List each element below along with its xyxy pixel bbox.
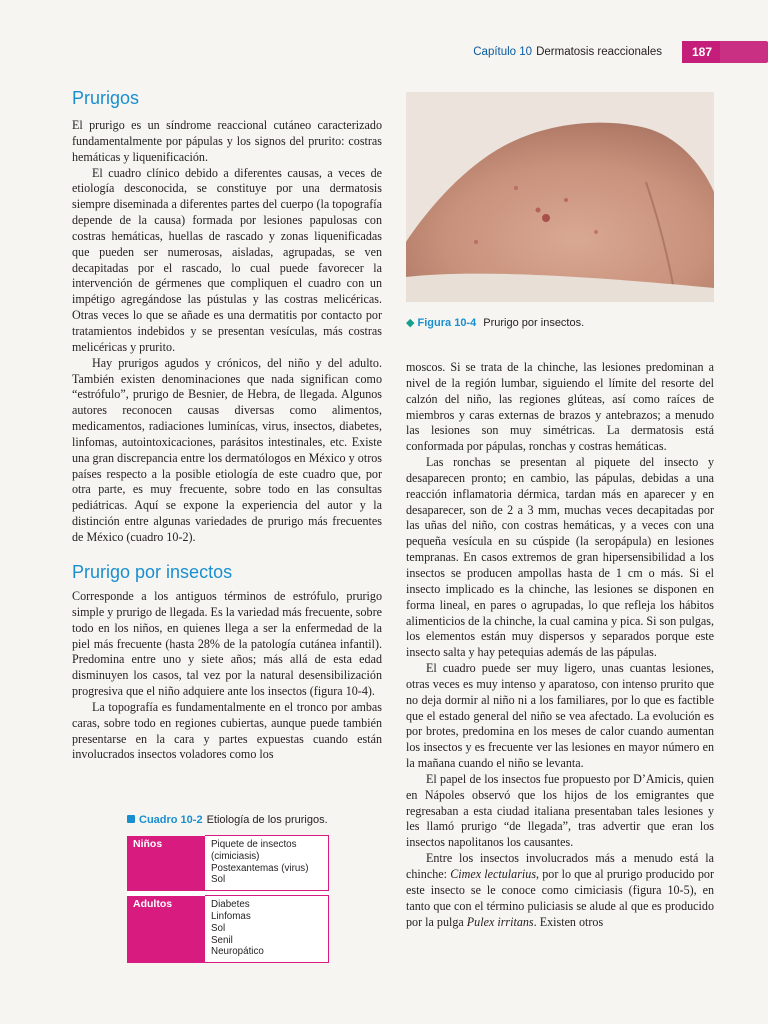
left-column-bottom bbox=[72, 589, 382, 763]
running-header bbox=[448, 40, 768, 64]
table-item: Senil bbox=[211, 934, 233, 946]
text-run: . Existen otros bbox=[533, 914, 604, 929]
chapter-title: Dermatosis reaccionales bbox=[536, 46, 662, 58]
table-item: (cimiciasis) bbox=[211, 850, 260, 862]
paragraph bbox=[406, 851, 714, 930]
table-item: Diabetes bbox=[211, 899, 250, 911]
text-run: , por lo que al prurigo producido por este insecto se le conoce como cimiciasis (figura 10-5), en tanto que con el término puliciasis se alude al que es producido por la pulga bbox=[406, 867, 714, 929]
table-row-items bbox=[205, 896, 329, 963]
text-run: Entre los insectos involucrados más a menudo está la chinche: bbox=[406, 851, 714, 881]
figure-label: Figura 10-4 bbox=[417, 317, 477, 329]
paragraph: El cuadro clínico debido a diferentes causas, a veces de etiología desconocida, se constituye por una dermatosis siempre diseminada a diferentes partes del cuerpo (la topografía depende de la causa) formada por lesiones papulosas con costras hemáticas, huellas de rascado y zonas liquenificadas que pueden ser numerosas, aisladas, agrupadas, se ven decapitadas por el rascado, lo cual puede favorecer la intervención de gérmenes que compliquen el cuadro con un impétigo agregándose las pústulas y las costras melicéricas. Otras veces lo que se añade es una dermatitis por contacto por tratamientos indebidos y se presentan vesículas, más costras melicéricas y prurito. bbox=[72, 165, 382, 354]
table-row bbox=[127, 836, 329, 891]
paragraph: Las ronchas se presentan al piquete del insecto y desaparecen pronto; en cambio, las pápulas, debidas a una reacción inflamatoria dérmica, tardan más en aparecer y en desaparecer, son de 2 a 3 mm, muchas veces decapitadas por las uñas del niño, con costras hemáticas, y a veces con una pequeña vesícula en su cúspide (la seropápula) en lesiones tempranas. En casos extremos de gran hipersensibilidad a los insectos se producen ampollas hasta de 1 cm o más. Si el insecto implicado es la chinche, las lesiones se disponen en forma lineal, en pares o agrupadas, lo que refleja los hábitos alimenticios de la chinche, la cual camina y pica. Si son pulgas, los elementos están muy dispersos y separados porque este insecto salta y hay petequias además de las pápulas. bbox=[406, 455, 714, 660]
table-title: Etiología de los prurigos. bbox=[206, 814, 328, 826]
section-title-prurigo-insectos: Prurigo por insectos bbox=[72, 562, 233, 582]
page-number-tab bbox=[682, 41, 768, 63]
table-item: Postexantemas (virus) bbox=[211, 862, 309, 874]
clinical-photo-illustration bbox=[406, 92, 714, 302]
paragraph: La topografía es fundamentalmente en el tronco por ambas caras, sobre todo en regiones cubiertas, aunque puede también presentarse en la cara y partes expuestas cuando están involucrados insectos voladores como los bbox=[72, 699, 382, 762]
etiology-table bbox=[127, 835, 329, 963]
table-item: Linfomas bbox=[211, 910, 251, 922]
species-name: Cimex lectularius bbox=[450, 867, 537, 881]
table-row-header: Niños bbox=[127, 836, 205, 891]
caption-marker-icon: ◆ bbox=[406, 317, 415, 329]
table-item: Sol bbox=[211, 874, 226, 886]
paragraph: moscos. Si se trata de la chinche, las lesiones predominan a nivel de la región lumbar, siguiendo el límite del resorte del calzón del niño, las regiones glúteas, así como raíces de miembros y caras externas de brazos y antebrazos; a menudo las lesiones son muy simétricas. La dermatosis está conformada por pápulas, ronchas y costras hemáticas. bbox=[406, 360, 714, 454]
table-item: Piquete de insectos bbox=[211, 839, 297, 850]
paragraph: Corresponde a los antiguos términos de estrófulo, prurigo simple y prurigo de llegada. Es la variedad más frecuente, sobre todo en los niños, en quienes llega a ser la enfermedad de la piel más frecuente (hasta 28% de la patología cutánea infantil). Predomina entre uno y siete años; más allá de esta edad disminuyen los casos, tal vez por la natural desensibilización progresiva que el niño adquiere ante los insectos (figura 10-4). bbox=[72, 589, 382, 699]
paragraph: El papel de los insectos fue propuesto por D’Amicis, quien en Nápoles observó que los hijos de los emigrantes que regresaban a esta ciudad italiana presentaban tales lesiones y les llamó prurigo “de llegada”, tras advertir que eran los insectos napolitanos los causantes. bbox=[406, 771, 714, 850]
section-title-prurigos: Prurigos bbox=[72, 88, 140, 108]
table-item: Neuropático bbox=[211, 946, 264, 958]
left-column-top bbox=[72, 118, 382, 546]
table-label: Cuadro 10-2 bbox=[139, 814, 203, 826]
figure-caption-text: Prurigo por insectos. bbox=[483, 317, 585, 329]
paragraph: El prurigo es un síndrome reaccional cutáneo caracterizado fundamentalmente por pápulas y los signos del prurito: costras hemáticas y liquenificación. bbox=[72, 118, 382, 164]
paragraph: Hay prurigos agudos y crónicos, del niño y del adulto. También existen denominaciones que nada significan como “estrófulo”, prurigo de Besnier, de Hebra, de llegada. Algunos autores reconocen causas diversas como alimentos, medicamentos, radiaciones luminícas, virus, insectos, diabetes, linfomas, autointoxicaciones, parásitos intestinales, etc. Existe una gran discrepancia entre los dermatólogos en México y otros países respecto a la posible etiología de este cuadro que, por otra parte, es muy frecuente, sobre todo en las consultas pediátricas. Aquí se expone la experiencia del autor y la distinción entre algunas variedades de prurigo más frecuentes de México (cuadro 10-2). bbox=[72, 355, 382, 544]
table-row-items bbox=[205, 836, 329, 891]
page-tab-bar bbox=[720, 41, 768, 63]
page-number: 187 bbox=[682, 41, 720, 63]
clinical-photo bbox=[406, 92, 714, 302]
chapter-label: Capítulo 10 bbox=[473, 46, 533, 58]
paragraph: El cuadro puede ser muy ligero, unas cuantas lesiones, otras veces es muy intenso y aparatoso, con intenso prurito que no deja dormir al niño ni a los familiares, por lo que es factible que el estado general del niño se vea afectado. La evolución es por brotes, predomina en los meses de calor cuando aumentan los insectos y es frecuente ver las lesiones en mayor número en la mañana cuando el niño se levanta. bbox=[406, 661, 714, 771]
table-caption bbox=[127, 814, 328, 826]
figure-caption bbox=[406, 316, 584, 329]
caption-square-icon bbox=[127, 815, 135, 823]
table-row-header: Adultos bbox=[127, 896, 205, 963]
species-name: Pulex irritans bbox=[466, 914, 534, 929]
right-column bbox=[406, 360, 714, 930]
table-item: Sol bbox=[211, 922, 226, 934]
table-row bbox=[127, 896, 329, 963]
